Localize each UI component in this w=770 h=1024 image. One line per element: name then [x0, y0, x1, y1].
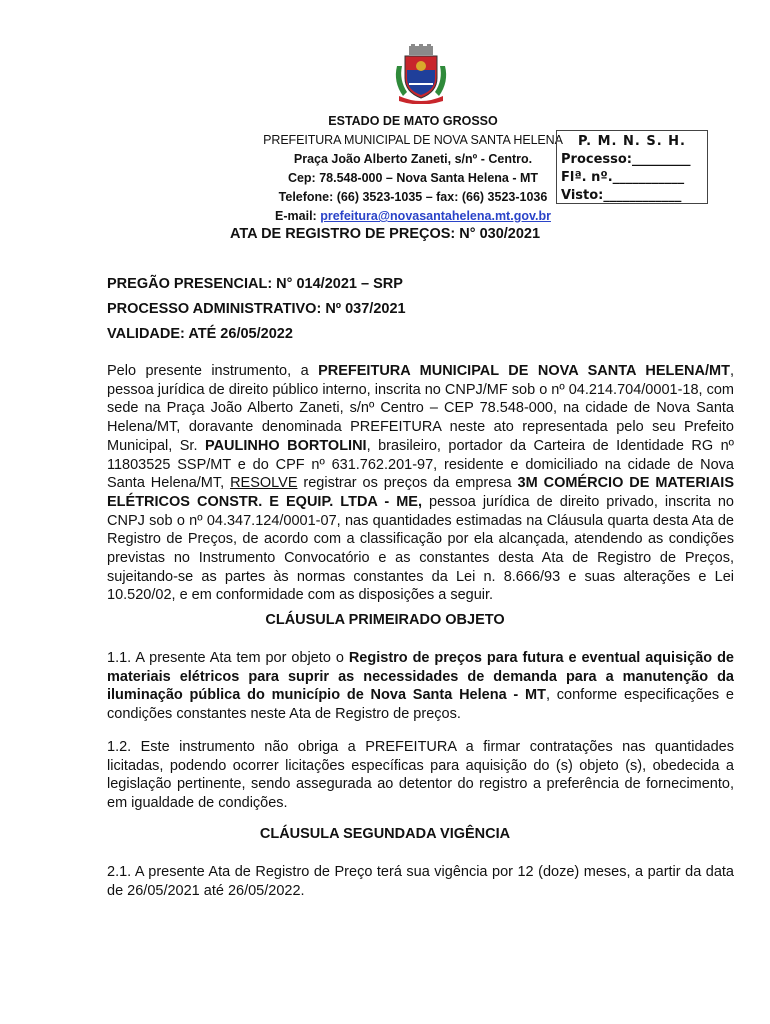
- intro-resolve: RESOLVE: [230, 475, 298, 492]
- intro-text-1: Pelo presente instrumento, a: [107, 363, 319, 379]
- clause-1-1-text-c: , conforme especificações e condições constantes neste Ata de Registro de preços.: [107, 687, 734, 723]
- municipal-coat-of-arms-icon: [393, 44, 449, 104]
- state-name: ESTADO DE MATO GROSSO: [328, 114, 498, 128]
- clause-2-title: CLÁUSULA SEGUNDADA VIGÊNCIA: [259, 826, 511, 842]
- clause-1-1: [107, 649, 734, 724]
- stamp-fls: Flª. nº.___________: [561, 170, 685, 185]
- cep-line: Cep: 78.548-000 – Nova Santa Helena - MT: [287, 171, 539, 185]
- letterhead: [248, 112, 578, 226]
- stamp-processo: Processo:_________: [561, 152, 691, 167]
- stamp-visto: Visto:____________: [561, 188, 682, 203]
- clause-1-2: 1.2. Este instrumento não obriga a PREFEITURA a firmar contratações nas quantidades licitadas, podendo ocorrer licitações específicas para aquisição do (s) objeto (s), obedecida a legislação pertinente, sendo assegurada ao detentor do registro a preferência de fornecimento, em igualdade de condições.: [107, 739, 734, 812]
- intro-company-name: 3M COMÉRCIO DE MATERIAIS ELÉTRICOS CONSTR. E EQUIP. LTDA - ME,: [107, 475, 734, 510]
- processo-line: PROCESSO ADMINISTRATIVO: Nº 037/2021: [107, 301, 406, 317]
- document-title: ATA DE REGISTRO DE PREÇOS: N° 030/2021: [229, 226, 541, 242]
- intro-paragraph: [107, 362, 734, 605]
- intro-text-2: , pessoa jurídica de direito público interno, inscrita no CNPJ/MF sob o nº 04.214.704/0001-18, com sede na Praça João Alberto Zaneti, s/nº Centro – CEP 78.548-000, na cidade de Nova Santa Helena/MT, doravante denominada PREFEITURA neste ato representada pelo seu Prefeito Municipal, Sr.: [107, 363, 734, 454]
- pregao-line: PREGÃO PRESENCIAL: N° 014/2021 – SRP: [107, 276, 403, 292]
- email-link[interactable]: prefeitura@novasantahelena.mt.gov.br: [320, 209, 551, 223]
- clause-1-1-object: Registro de preços para futura e eventual aquisição de materiais elétricos para suprir as necessidades de demanda para a manutenção da iluminação pública do município de Nova Santa Helena - MT: [107, 650, 734, 704]
- validade-line: VALIDADE: ATÉ 26/05/2022: [107, 326, 293, 342]
- clause-1-title: CLÁUSULA PRIMEIRADO OBJETO: [265, 612, 505, 628]
- protocol-stamp-box: [556, 130, 708, 204]
- phone-line: Telefone: (66) 3523-1035 – fax: (66) 3523-1036: [278, 190, 548, 204]
- clause-1-1-text-a: 1.1. A presente Ata tem por objeto o: [107, 650, 349, 666]
- intro-text-5: pessoa jurídica de direito privado, inscrita no CNPJ sob o nº 04.347.124/0001-07, nas quantidades estimadas na Cláusula quarta desta Ata de Registro de Preços, de acordo com a classificação por ela alcançada, atendendo as condições previstas no Instrumento Convocatório e as constantes desta Ata de Registro de Preços, sujeitando-se as partes às normas constantes da Lei n. 8.666/93 e suas alterações e Lei 10.520/02, e em conformidade com as disposições a seguir.: [107, 493, 734, 604]
- intro-text-4: registrar os preços da empresa: [297, 475, 518, 492]
- email-label: E-mail:: [275, 209, 317, 223]
- clause-2-1: 2.1. A presente Ata de Registro de Preço terá sua vigência por 12 (doze) meses, a partir da data de 26/05/2021 até 26/05/2022.: [107, 864, 734, 899]
- intro-prefeito-name: PAULINHO BORTOLINI: [204, 437, 367, 454]
- intro-text-3: , brasileiro, portador da Carteira de Identidade RG nº 11803525 SSP/MT e do CPF nº 631.762.201-97, residente e domiciliado na cidade de Nova Santa Helena/MT,: [107, 437, 734, 492]
- address-line: Praça João Alberto Zaneti, s/nº - Centro.: [293, 152, 533, 166]
- stamp-title: P. M. N. S. H.: [578, 134, 686, 149]
- document-info: [107, 272, 406, 347]
- email-line: [248, 207, 578, 226]
- prefeitura-name: PREFEITURA MUNICIPAL DE NOVA SANTA HELENA: [263, 133, 563, 147]
- intro-prefeitura: PREFEITURA MUNICIPAL DE NOVA SANTA HELENA/MT: [318, 363, 730, 379]
